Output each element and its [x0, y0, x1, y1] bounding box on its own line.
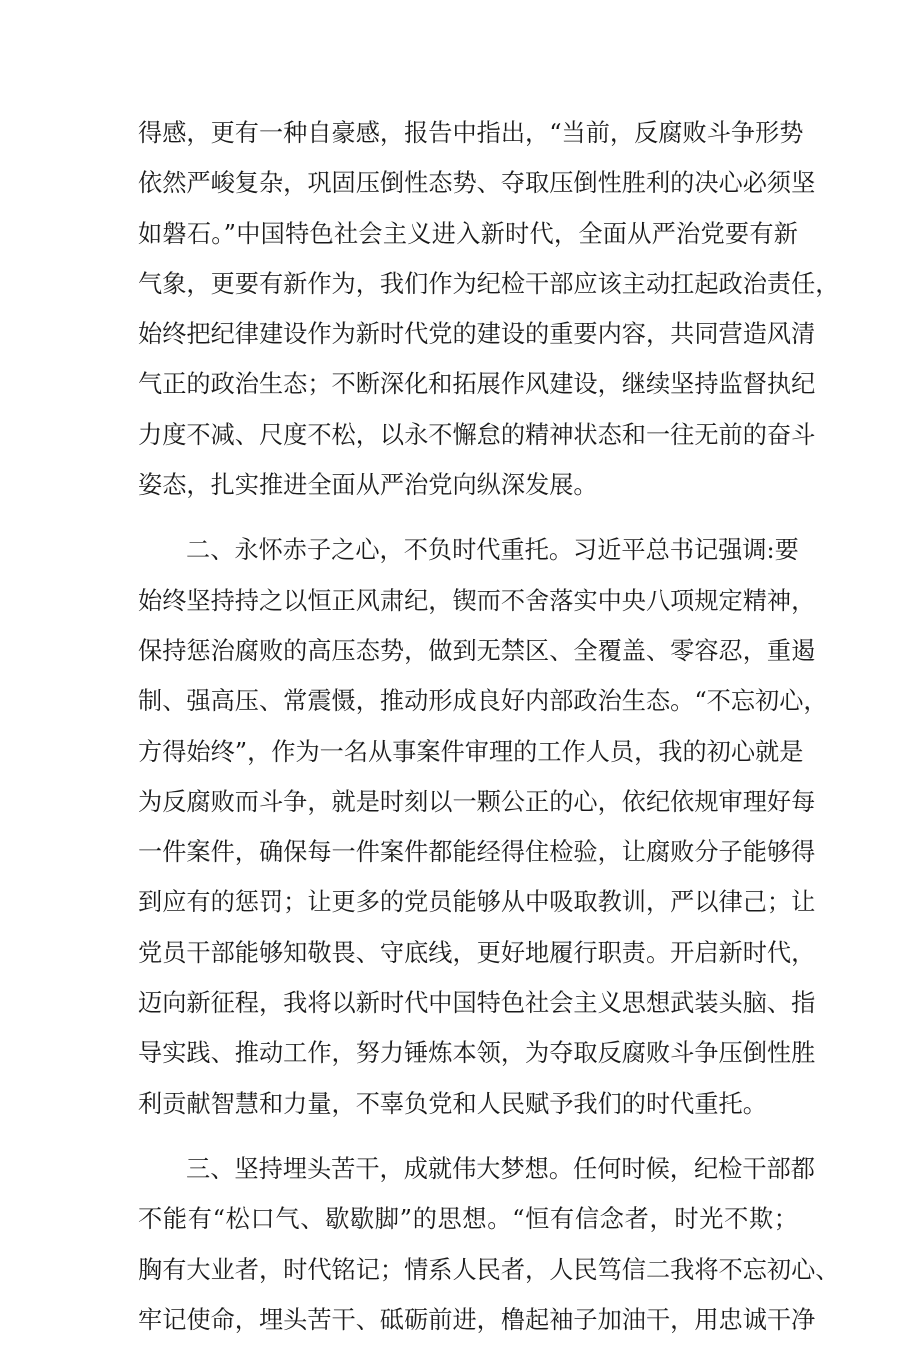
text-line: 到应有的惩罚；让更多的党员能够从中吸取教训，严以律己；让	[138, 888, 816, 917]
text-line: 为反腐败而斗争，就是时刻以一颗公正的心，依纪依规审理好每	[138, 787, 816, 816]
text-line: 始终把纪律建设作为新时代党的建设的重要内容，共同营造风清	[138, 320, 816, 349]
paragraph-gap	[138, 1129, 798, 1144]
text-line: 姿态，扎实推进全面从严治党向纵深发展。	[138, 471, 598, 500]
text-line: 三、坚持埋头苦干，成就伟大梦想。任何时候，纪检干部都	[186, 1154, 815, 1183]
document-body	[138, 108, 840, 1345]
text-line: 制、强高压、常震慑，推动形成良好内部政治生态。“不忘初心，	[138, 687, 828, 716]
text-line: 保持惩治腐败的高压态势，做到无禁区、全覆盖、零容忍，重遏	[138, 636, 816, 665]
text-line: 迈向新征程，我将以新时代中国特色社会主义思想武装头脑、指	[138, 989, 816, 1018]
text-line: 气象，更要有新作为，我们作为纪检干部应该主动扛起政治责任，	[138, 269, 840, 298]
text-line: 始终坚持持之以恒正风肃纪，锲而不舍落实中央八项规定精神，	[138, 586, 816, 615]
text-line: 党员干部能够知敬畏、守底线，更好地履行职责。开启新时代，	[138, 938, 816, 967]
text-line: 利贡献智慧和力量，不辜负党和人民赋予我们的时代重托。	[138, 1089, 767, 1118]
text-line: 得感，更有一种自豪感，报告中指出，“当前，反腐败斗争形势	[138, 119, 804, 147]
text-line: 力度不减、尺度不松，以永不懈怠的精神状态和一往无前的奋斗	[138, 420, 816, 449]
paragraph	[138, 1144, 840, 1345]
text-line: 如磐石。”中国特色社会主义进入新时代，全面从严治党要有新	[138, 219, 798, 248]
text-line: 牢记使命，埋头苦干、砥砺前进，橹起袖子加油干，用忠诚干净	[138, 1305, 816, 1334]
paragraph	[138, 525, 828, 1129]
text-line: 依然严峻复杂，巩固压倒性态势、夺取压倒性胜利的决心必须坚	[138, 169, 816, 198]
text-line: 不能有“松口气、歇歇脚”的思想。“恒有信念者，时光不欺；	[138, 1205, 798, 1234]
text-line: 气正的政治生态；不断深化和拓展作风建设，继续坚持监督执纪	[138, 370, 816, 399]
text-line: 胸有大业者，时代铭记；情系人民者，人民笃信二我将不忘初心、	[138, 1255, 840, 1284]
paragraph	[138, 108, 840, 510]
text-line: 导实践、推动工作，努力锤炼本领，为夺取反腐败斗争压倒性胜	[138, 1039, 816, 1068]
text-line: 二、永怀赤子之心，不负时代重托。习近平总书记强调:要	[186, 536, 799, 565]
text-line: 一件案件，确保每一件案件都能经得住检验，让腐败分子能够得	[138, 838, 816, 867]
paragraph-gap	[138, 510, 798, 525]
text-line: 方得始终”，作为一名从事案件审理的工作人员，我的初心就是	[138, 737, 804, 766]
